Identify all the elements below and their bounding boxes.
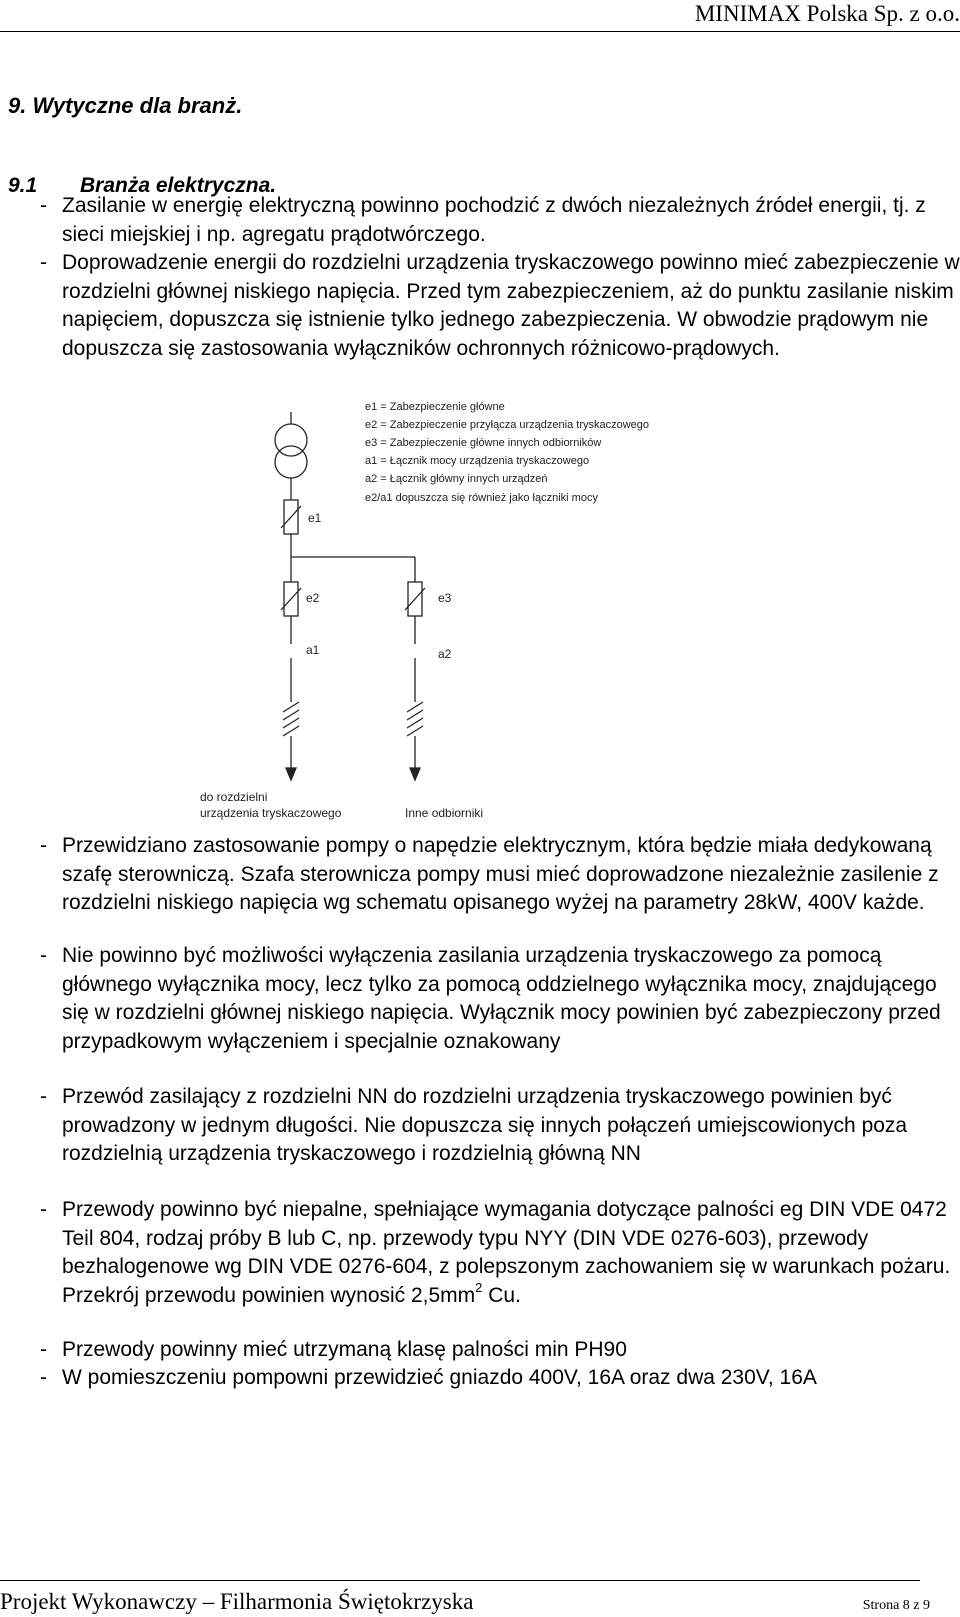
legend-item: e2 = Zabezpieczenie przyłącza urządzenia tryskaczowego	[365, 419, 650, 431]
paragraph-text: Zasilanie w energię elektryczną powinno pochodzić z dwóch niezależnych źródeł energii, tj. z sieci miejskiej i np. agregatu prądotwórczego.	[62, 194, 926, 246]
footer-divider	[0, 1580, 920, 1581]
legend-item: e2/a1 dopuszcza się również jako łączniki mocy	[365, 492, 598, 504]
paragraph	[40, 1364, 960, 1393]
header-company: MINIMAX Polska Sp. z o.o.	[694, 1, 960, 26]
transformer-symbol	[275, 412, 307, 500]
header-divider	[0, 31, 960, 32]
paragraph-text-main: Przewody powinno być niepalne, spełniające wymagania dotyczące palności eg DIN VDE 0472 Teil 804, rodzaj próby B lub C, np. przewody typu NYY (DIN VDE 0276-603), przewody bezhalogenowe wg DIN VDE 0276-604, z polepszonym zachowaniem się w warunkach pożaru. Przekrój przewodu powinien wynosić 2,5mm	[62, 1198, 951, 1307]
label-e2: e2	[306, 591, 320, 605]
paragraph	[40, 1196, 960, 1310]
paragraph-text: Przewidziano zastosowanie pompy o napędzie elektrycznym, która będzie miała dedykowaną szafę sterowniczą. Szafa sterownicza pompy musi mieć doprowadzone niezależnie zasilenie z rozdzielni niskiego napięcia wg schematu opisanego wyżej na parametry 28kW, 400V każde.	[62, 834, 939, 914]
label-a1: a1	[306, 643, 320, 657]
bullet-dash: -	[40, 194, 47, 217]
subsection-title: Branża elektryczna.	[80, 174, 277, 197]
superscript: 2	[475, 1279, 483, 1295]
bullet-dash: -	[40, 1198, 47, 1221]
bullet-dash: -	[40, 1366, 47, 1389]
paragraph	[40, 1336, 960, 1365]
fuse-e2-symbol	[281, 582, 301, 638]
legend-item: a1 = Łącznik mocy urządzenia tryskaczowego	[365, 455, 590, 467]
paragraph-text	[62, 1196, 960, 1310]
wiring-diagram	[200, 401, 650, 826]
footer-page-number: Strona 8 z 9	[862, 1598, 930, 1613]
diagram-legend	[365, 401, 649, 504]
label-e1: e1	[308, 511, 322, 525]
output-label-sprinkler: do rozdzielni	[200, 790, 268, 804]
paragraph	[40, 249, 960, 363]
paragraph	[40, 192, 960, 249]
fuse-e1-symbol	[281, 500, 301, 557]
bullet-dash: -	[40, 251, 47, 274]
output-label-other: Inne odbiorniki	[405, 806, 484, 820]
busbar-line	[291, 557, 415, 582]
bullet-dash: -	[40, 1085, 47, 1108]
footer-project: Projekt Wykonawczy – Filharmonia Świętokrzyska	[0, 1589, 474, 1614]
label-a2: a2	[438, 647, 452, 661]
section-title: 9. Wytyczne dla branż.	[8, 93, 243, 118]
paragraph	[40, 942, 960, 1056]
legend-item: e1 = Zabezpieczenie główne	[365, 401, 505, 413]
paragraph-text-suffix: Cu.	[482, 1283, 521, 1307]
legend-item: e3 = Zabezpieczenie główne innych odbiorników	[365, 437, 602, 449]
label-e3: e3	[438, 591, 452, 605]
output-arrows	[286, 736, 420, 780]
paragraph-text: Przewody powinny mieć utrzymaną klasę palności min PH90	[62, 1338, 627, 1361]
cable-break-marks	[283, 702, 423, 736]
legend-item: a2 = Łącznik główny innych urządzeń	[365, 473, 548, 485]
fuse-e3-symbol	[405, 582, 425, 638]
paragraph-text: Doprowadzenie energii do rozdzielni urządzenia tryskaczowego powinno mieć zabezpieczenie w rozdzielni głównej niskiego napięcia. Przed tym zabezpieczeniem, aż do punktu zasilanie niskim napięciem, dopuszcza się istnienie tylko jednego zabezpieczenia. W obwodzie prądowym nie dopuszcza się zastosowania wyłączników ochronnych różnicowo-prądowych.	[62, 251, 960, 360]
bullet-dash: -	[40, 1338, 47, 1361]
paragraph	[40, 1083, 960, 1169]
subsection-number: 9.1	[8, 174, 38, 197]
paragraph-text: Przewód zasilający z rozdzielni NN do rozdzielni urządzenia tryskaczowego powinien być prowadzony w jednym długości. Nie dopuszcza się innych połączeń umiejscowionych poza rozdzielnią urządzenia tryskaczowego i rozdzielnią główną NN	[62, 1085, 908, 1165]
bullet-dash: -	[40, 834, 47, 857]
paragraph-text: Nie powinno być możliwości wyłączenia zasilania urządzenia tryskaczowego za pomocą głównego wyłącznika mocy, lecz tylko za pomocą oddzielnego wyłącznika mocy, znajdującego się w rozdzielni głównej niskiego napięcia. Wyłącznik mocy powinien być zabezpieczony przed przypadkowym wyłączeniem i specjalnie oznakowany	[62, 944, 941, 1053]
output-label-sprinkler: urządzenia tryskaczowego	[200, 806, 342, 820]
paragraph	[40, 832, 960, 918]
paragraph-text: W pomieszczeniu pompowni przewidzieć gniazdo 400V, 16A oraz dwa 230V, 16A	[62, 1366, 817, 1389]
bullet-dash: -	[40, 944, 47, 967]
